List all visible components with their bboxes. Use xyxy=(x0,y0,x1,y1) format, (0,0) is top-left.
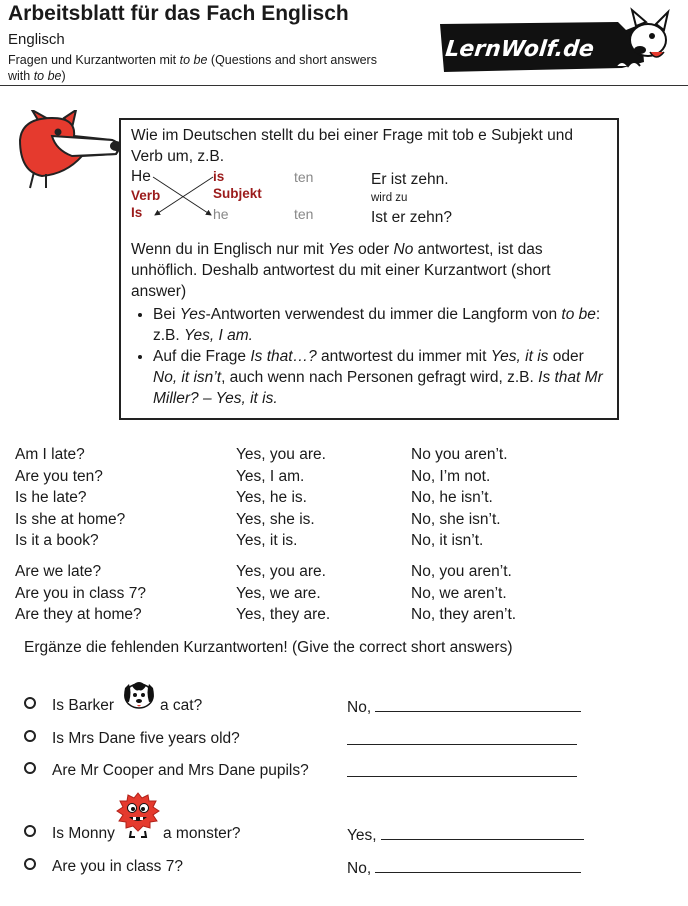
yes-answer: Yes, you are. xyxy=(236,446,326,463)
diagram-ten-top: ten xyxy=(294,169,314,185)
answer-blank[interactable] xyxy=(347,762,577,777)
bullet-circle-icon xyxy=(24,825,36,837)
exercise-instruction: Ergänze die fehlenden Kurzantworten! (Give the correct short answers) xyxy=(24,639,513,656)
diagram-he-bottom: he xyxy=(213,206,229,222)
swap-arrows-icon xyxy=(151,173,217,221)
answer-blank[interactable] xyxy=(375,697,581,712)
lernwolf-logo xyxy=(436,6,676,85)
politeness-paragraph: Wenn du in Englisch nur mit Yes oder No antwortest, ist das unhöflich. Deshalb antwortest du mit einer Kurzantwort (short answer) xyxy=(131,241,551,300)
rule-list xyxy=(131,304,611,409)
bullet-circle-icon xyxy=(24,697,36,709)
no-answer: No, he isn’t. xyxy=(411,489,493,506)
exercise-item: Are Mr Cooper and Mrs Dane pupils? xyxy=(24,762,309,780)
qa-row xyxy=(15,583,615,605)
answer-blank[interactable] xyxy=(375,858,581,873)
bullet-circle-icon xyxy=(24,762,36,774)
exercise-item-end: a cat? xyxy=(160,697,203,714)
yes-answer: Yes, you are. xyxy=(236,563,326,580)
qa-row xyxy=(15,487,615,509)
yes-answer: Yes, it is. xyxy=(236,532,298,549)
diagram-he-top: He xyxy=(131,168,151,185)
word-order-diagram xyxy=(131,167,611,227)
no-answer: No, we aren’t. xyxy=(411,584,507,602)
subject-label: Englisch xyxy=(8,31,65,48)
question-text: Am I late? xyxy=(15,446,85,463)
qa-row xyxy=(15,561,615,583)
no-answer: No, they aren’t. xyxy=(411,606,517,623)
wolf-mascot-image xyxy=(12,110,124,195)
no-answer: No, she isn’t. xyxy=(411,510,501,528)
diagram-is-bottom: Is xyxy=(131,205,143,220)
becomes-label: wird zu xyxy=(371,192,408,204)
bullet-circle-icon xyxy=(24,858,36,870)
german-question: Ist er zehn? xyxy=(371,209,452,226)
answer-field[interactable]: No, xyxy=(347,858,581,878)
rule-bullet-is-that: • Auf die Frage Is that…? antwortest du immer mit Yes, it is oder No, it isn’t, auch wenn nach Personen gefragt wird, z.B. Is that Mr Miller? – Yes, it is. xyxy=(153,346,611,409)
question-text: Is she at home? xyxy=(15,510,126,528)
grammar-info-box xyxy=(119,118,619,420)
answer-field[interactable]: No, xyxy=(347,697,581,717)
qa-group-2 xyxy=(15,561,615,626)
answer-field[interactable]: Yes, xyxy=(347,825,584,845)
question-text: Is he late? xyxy=(15,489,87,506)
topic-line: Fragen und Kurzantworten mit to be (Questions and short answers with to be) xyxy=(8,53,377,83)
exercise-item: Is Barker xyxy=(24,697,114,715)
no-answer: No, I’m not. xyxy=(411,467,491,485)
yes-answer: Yes, she is. xyxy=(236,510,315,528)
no-answer: No, you aren’t. xyxy=(411,563,512,580)
answer-blank[interactable] xyxy=(381,825,584,840)
yes-answer: Yes, he is. xyxy=(236,489,307,506)
diagram-verb-label: Verb xyxy=(131,188,161,203)
german-statement: Er ist zehn. xyxy=(371,171,449,188)
bullet-circle-icon xyxy=(24,730,36,742)
no-answer: No you aren’t. xyxy=(411,446,508,463)
yes-answer: Yes, they are. xyxy=(236,606,331,623)
question-text: Are they at home? xyxy=(15,606,142,623)
qa-row xyxy=(15,604,615,626)
qa-row xyxy=(15,509,615,531)
exercise-item: Is Monny xyxy=(24,825,115,843)
question-text: Are we late? xyxy=(15,563,102,580)
monster-monny-image xyxy=(116,791,160,844)
qa-group-1 xyxy=(15,444,615,552)
exercise-item: Is Mrs Dane five years old? xyxy=(24,730,240,748)
qa-row xyxy=(15,530,615,552)
intro-text: Wie im Deutschen stellt du bei einer Frage mit tob e Subjekt und Verb um, z.B. xyxy=(131,127,573,165)
yes-answer: Yes, I am. xyxy=(236,467,305,485)
question-text: Is it a book? xyxy=(15,532,99,549)
answer-field[interactable] xyxy=(347,762,577,782)
exercise-item-end: a monster? xyxy=(163,825,241,842)
answer-blank[interactable] xyxy=(347,730,577,745)
dog-barker-image xyxy=(120,676,158,715)
svg-text:LernWolf.de: LernWolf.de xyxy=(444,37,596,62)
answer-field[interactable] xyxy=(347,730,577,750)
qa-row xyxy=(15,466,615,488)
diagram-subject-label: Subjekt xyxy=(213,186,262,201)
question-text: Are you in class 7? xyxy=(15,584,146,602)
question-text: Are you ten? xyxy=(15,467,103,485)
header-divider xyxy=(0,85,688,86)
diagram-is-top: is xyxy=(213,169,225,184)
diagram-ten-bottom: ten xyxy=(294,206,314,222)
no-answer: No, it isn’t. xyxy=(411,532,484,549)
rule-bullet-long-form: • Bei Yes-Antworten verwendest du immer die Langform von to be: z.B. Yes, I am. xyxy=(153,304,611,346)
exercise-item: Are you in class 7? xyxy=(24,858,183,876)
yes-answer: Yes, we are. xyxy=(236,584,321,602)
qa-row xyxy=(15,444,615,466)
worksheet-title: Arbeitsblatt für das Fach Englisch xyxy=(8,2,349,25)
